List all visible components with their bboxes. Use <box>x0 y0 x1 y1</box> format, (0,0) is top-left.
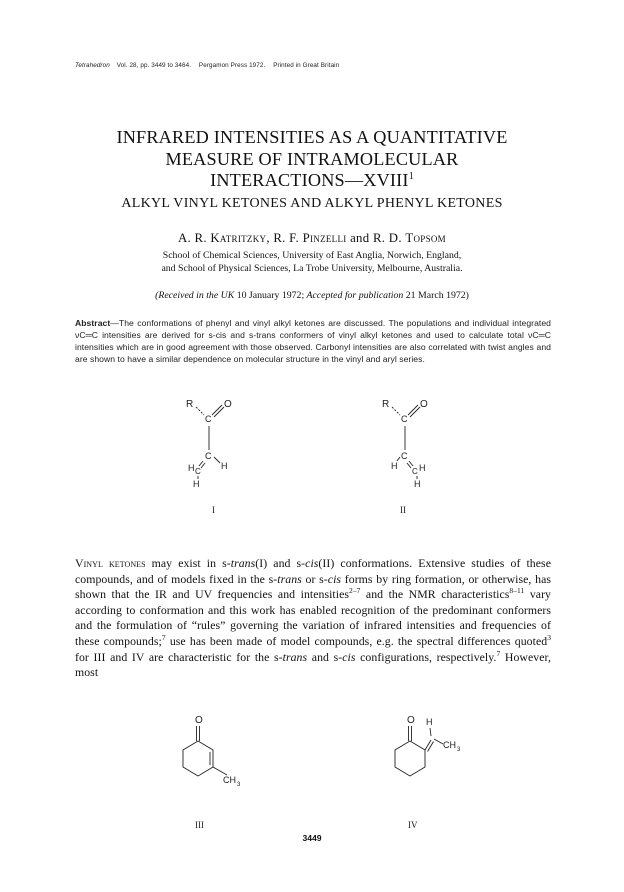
author-line: A. R. Katritzky, R. F. Pinzelli and R. D. Topsom <box>178 231 446 245</box>
struct-II-atom-h2: H <box>391 461 398 471</box>
citation-ref: 7 <box>161 632 166 642</box>
citation-ref: 2–7 <box>349 586 361 596</box>
structure-label-I: I <box>212 505 215 515</box>
title-footnote-ref: 1 <box>408 171 414 182</box>
author-pinzelli: Pinzelli <box>302 231 347 245</box>
structure-label-II: II <box>400 505 406 515</box>
paper-subtitle: ALKYL VINYL KETONES AND ALKYL PHENYL KETONES <box>121 196 503 211</box>
struct-II-atom-o: O <box>420 399 428 410</box>
struct-II-atom-r: R <box>382 399 390 410</box>
body-paragraph: Vinyl ketones may exist in s-trans(I) and s-cis(II) conformations. Extensive studies of these compounds, and of models fixed in the s-trans or s-cis forms by ring formation, or otherwise, has shown that the IR and UV frequencies and intensities$^{2-7}$ and the NMR characteristics$^{8-11}$ vary according to conformation and this work has enabled recognition of the predominant conformers and the formulation of “rules” governing the variation of infrared intensities and frequencies of these compounds;$^7$ use has been made of model compounds, e.g. the spectral differences quoted$^3$ for III and IV are characteristic for the s-trans and s-cis configurations, respectively.$^7$ However, most <box>75 556 552 680</box>
structure-label-IV: IV <box>408 820 418 830</box>
struct-IV-atom-h: H <box>426 717 433 727</box>
title-line-3: INTERACTIONS—XVIII$^1$ <box>210 170 414 190</box>
affiliations: School of Chemical Sciences, University of East Anglia, Norwich, England, and School of Physical Sciences, La Trobe University, Melbourne, Australia. <box>161 250 463 274</box>
structure-IV <box>393 714 483 794</box>
struct-III-atom-ch: CH <box>223 775 236 785</box>
abstract <box>75 317 551 365</box>
citation-ref: 7 <box>496 648 501 658</box>
received-accepted-dates: (Received in the UK 10 January 1972; Accepted for publication 21 March 1972) <box>155 290 469 301</box>
struct-IV-subscript: 3 <box>457 747 461 753</box>
structure-I <box>186 395 246 490</box>
struct-I-atom-o: O <box>224 399 232 410</box>
citation-ref: 8–11 <box>509 586 525 596</box>
struct-II-atom-c1: C <box>401 414 408 424</box>
struct-I-atom-h2: H <box>188 463 195 473</box>
struct-II-atom-h1: H <box>419 463 426 473</box>
struct-II-atom-c3: C <box>412 467 418 476</box>
volume-info: Vol. 28, pp. 3449 to 3464. <box>116 62 192 69</box>
structure-II <box>382 395 442 490</box>
struct-I-atom-r: R <box>186 399 194 410</box>
citation-ref: 3 <box>547 632 551 642</box>
running-header <box>75 62 345 69</box>
struct-I-atom-c1: C <box>205 414 212 424</box>
author-topsom: Topsom <box>405 231 446 245</box>
structure-III <box>183 714 263 794</box>
journal-name: Tetrahedron <box>75 62 110 69</box>
struct-III-subscript: 3 <box>237 782 241 788</box>
struct-IV-atom-o: O <box>407 715 415 726</box>
struct-I-atom-h1: H <box>221 461 228 471</box>
structure-label-III: III <box>195 820 204 830</box>
publisher-info: Pergamon Press 1972. <box>198 62 266 69</box>
page-number: 3449 <box>302 833 322 843</box>
struct-II-atom-h3: H <box>414 479 421 489</box>
title-line-1: INFRARED INTENSITIES AS A QUANTITATIVE <box>116 127 508 147</box>
body-lead: Vinyl ketones <box>75 556 146 570</box>
struct-III-atom-o: O <box>195 715 203 726</box>
struct-I-atom-h3: H <box>193 479 200 489</box>
abstract-label: Abstract <box>75 318 111 328</box>
paper-title <box>60 127 564 192</box>
author-katritzky: Katritzky, <box>210 231 270 245</box>
printed-info: Printed in Great Britain <box>273 62 340 69</box>
abstract-text: —The conformations of phenyl and vinyl alkyl ketones are discussed. The populations and individual integrated νC═C intensities are derived for s-cis and s-trans conformers of vinyl alkyl ketones and used to calculate total νC═C intensities which are in good agreement with those observed. Carbonyl intensities are also correlated with twist angles and are shown to have a similar dependence on molecular structure in the vinyl and aryl series. <box>75 318 551 364</box>
struct-IV-atom-ch: CH <box>443 740 456 750</box>
struct-II-atom-c2: C <box>401 451 408 461</box>
struct-I-atom-c2: C <box>205 451 212 461</box>
title-line-2: MEASURE OF INTRAMOLECULAR <box>165 148 459 169</box>
struct-I-atom-c3: C <box>195 467 201 476</box>
